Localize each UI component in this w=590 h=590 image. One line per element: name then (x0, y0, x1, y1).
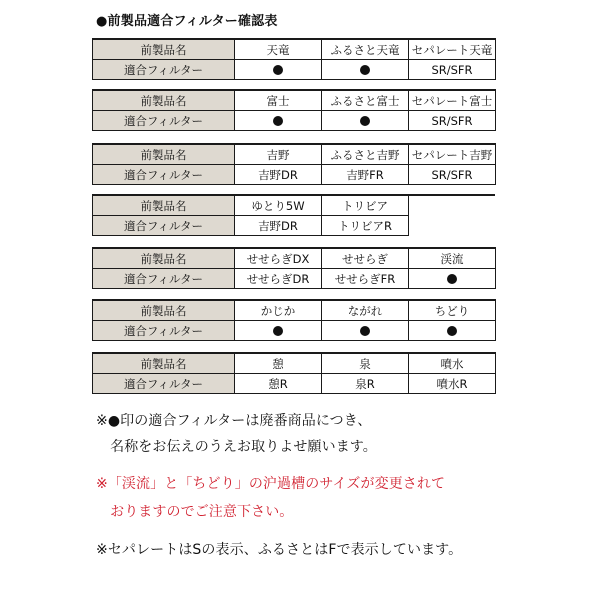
product-name-header (93, 300, 235, 321)
cell-text: 吉野FR (346, 167, 384, 182)
cell-text: ふるさと吉野 (330, 147, 400, 162)
product-name-header (93, 248, 235, 269)
discontinued-dot-icon (447, 326, 457, 336)
product-name-cell (322, 39, 409, 60)
discontinued-dot-icon (273, 326, 283, 336)
product-name-cell (322, 353, 409, 374)
filter-cell (322, 269, 409, 289)
filter-table-7 (92, 352, 496, 394)
product-name-cell (409, 248, 496, 269)
filter-table-1 (92, 38, 496, 80)
cell-text: 吉野DR (258, 218, 298, 233)
product-name-cell (322, 144, 409, 165)
filter-cell (409, 374, 496, 394)
product-name-header (93, 353, 235, 374)
filter-row (93, 165, 496, 185)
cell-text: せせらぎDX (246, 251, 310, 266)
cell-text: トリビアR (338, 218, 392, 233)
cell-text: 泉 (359, 356, 371, 371)
filter-cell (409, 111, 496, 131)
cell-text: 噴水 (440, 356, 464, 371)
filter-table-6 (92, 299, 496, 341)
cell-text: SR/SFR (431, 113, 473, 128)
cell-text: せせらぎFR (334, 271, 396, 286)
cell-text: 前製品名 (140, 42, 187, 57)
product-name-cell (409, 90, 496, 111)
cell-text: ながれ (347, 303, 383, 318)
cell-text: 適合フィルター (123, 218, 204, 233)
cell-text: ふるさと富士 (330, 93, 400, 108)
filter-table-3 (92, 143, 496, 185)
cell-text: 泉R (355, 376, 375, 391)
filter-cell (409, 321, 496, 341)
note-size-change-1: ※「渓流」と「ちどり」の沪過槽のサイズが変更されて (96, 476, 446, 492)
product-name-header (93, 39, 235, 60)
note-abbreviation: ※セパレートはSの表示、ふるさとはFで表示しています。 (96, 542, 463, 558)
cell-text: 吉野 (266, 147, 290, 162)
note-discontinued-1: ※●印の適合フィルターは廃番商品につき、 (96, 413, 372, 429)
filter-table-5 (92, 247, 496, 289)
cell-text: 適合フィルター (123, 323, 204, 338)
discontinued-dot-icon (447, 274, 457, 284)
empty-cell (409, 195, 496, 216)
filter-cell (409, 165, 496, 185)
filter-row (93, 269, 496, 289)
cell-text: 前製品名 (140, 303, 187, 318)
product-name-cell (235, 353, 322, 374)
discontinued-dot-icon (360, 116, 370, 126)
cell-text: 適合フィルター (123, 167, 204, 182)
product-name-cell (235, 39, 322, 60)
note-discontinued-2: 名称をお伝えのうえお取りよせ願います。 (96, 439, 377, 455)
cell-text: 適合フィルター (123, 271, 204, 286)
filter-cell (322, 216, 409, 236)
cell-text: せせらぎ (342, 251, 388, 266)
product-name-cell (409, 144, 496, 165)
filter-cell (235, 111, 322, 131)
cell-text: 前製品名 (140, 356, 187, 371)
note-size-change-2: おりますのでご注意下さい。 (96, 504, 294, 520)
filter-header (93, 111, 235, 131)
empty-cell (409, 216, 496, 236)
filter-cell (235, 374, 322, 394)
product-name-cell (235, 248, 322, 269)
product-name-row (93, 90, 496, 111)
filter-header (93, 374, 235, 394)
cell-text: 天竜 (266, 42, 290, 57)
cell-text: 適合フィルター (123, 376, 204, 391)
filter-header (93, 60, 235, 80)
cell-text: 噴水R (436, 376, 468, 391)
filter-cell (235, 321, 322, 341)
filter-row (93, 60, 496, 80)
filter-cell (235, 60, 322, 80)
product-name-cell (322, 300, 409, 321)
product-name-cell (235, 90, 322, 111)
filter-row (93, 216, 496, 236)
cell-text: 適合フィルター (123, 113, 204, 128)
cell-text: 前製品名 (140, 251, 187, 266)
product-name-header (93, 90, 235, 111)
product-name-header (93, 195, 235, 216)
filter-cell (409, 269, 496, 289)
filter-header (93, 216, 235, 236)
product-name-cell (409, 39, 496, 60)
discontinued-dot-icon (360, 65, 370, 75)
cell-text: 前製品名 (140, 198, 187, 213)
product-name-header (93, 144, 235, 165)
cell-text: 憩R (268, 376, 288, 391)
cell-text: セパレート天竜 (411, 42, 493, 57)
filter-cell (235, 165, 322, 185)
product-name-cell (322, 195, 409, 216)
product-name-row (93, 195, 496, 216)
cell-text: 適合フィルター (123, 62, 204, 77)
document-title: ●前製品適合フィルター確認表 (96, 14, 278, 29)
filter-cell (322, 165, 409, 185)
filter-row (93, 374, 496, 394)
filter-table-4 (92, 194, 495, 236)
cell-text: 前製品名 (140, 93, 187, 108)
product-name-cell (322, 90, 409, 111)
product-name-row (93, 248, 496, 269)
cell-text: ふるさと天竜 (330, 42, 400, 57)
filter-table-2 (92, 89, 496, 131)
filter-cell (322, 374, 409, 394)
filter-header (93, 165, 235, 185)
product-name-cell (409, 300, 496, 321)
product-name-cell (235, 300, 322, 321)
cell-text: トリビア (342, 198, 388, 213)
filter-header (93, 269, 235, 289)
cell-text: 憩 (272, 356, 284, 371)
discontinued-dot-icon (273, 65, 283, 75)
cell-text: セパレート富士 (411, 93, 493, 108)
cell-text: SR/SFR (431, 62, 473, 77)
product-name-row (93, 39, 496, 60)
product-name-cell (322, 248, 409, 269)
filter-row (93, 321, 496, 341)
discontinued-dot-icon (360, 326, 370, 336)
cell-text: 吉野DR (258, 167, 298, 182)
filter-header (93, 321, 235, 341)
filter-cell (235, 216, 322, 236)
cell-text: 渓流 (440, 251, 464, 266)
cell-text: SR/SFR (431, 167, 473, 182)
filter-cell (322, 60, 409, 80)
discontinued-dot-icon (273, 116, 283, 126)
product-name-cell (235, 195, 322, 216)
filter-cell (322, 321, 409, 341)
product-name-cell (235, 144, 322, 165)
product-name-row (93, 353, 496, 374)
product-name-row (93, 144, 496, 165)
cell-text: ちどり (434, 303, 470, 318)
cell-text: 富士 (266, 93, 290, 108)
cell-text: 前製品名 (140, 147, 187, 162)
cell-text: セパレート吉野 (411, 147, 493, 162)
cell-text: せせらぎDR (246, 271, 310, 286)
filter-cell (409, 60, 496, 80)
cell-text: ゆとり5W (251, 198, 305, 213)
filter-cell (322, 111, 409, 131)
filter-row (93, 111, 496, 131)
product-name-cell (409, 353, 496, 374)
filter-cell (235, 269, 322, 289)
product-name-row (93, 300, 496, 321)
cell-text: かじか (260, 303, 296, 318)
